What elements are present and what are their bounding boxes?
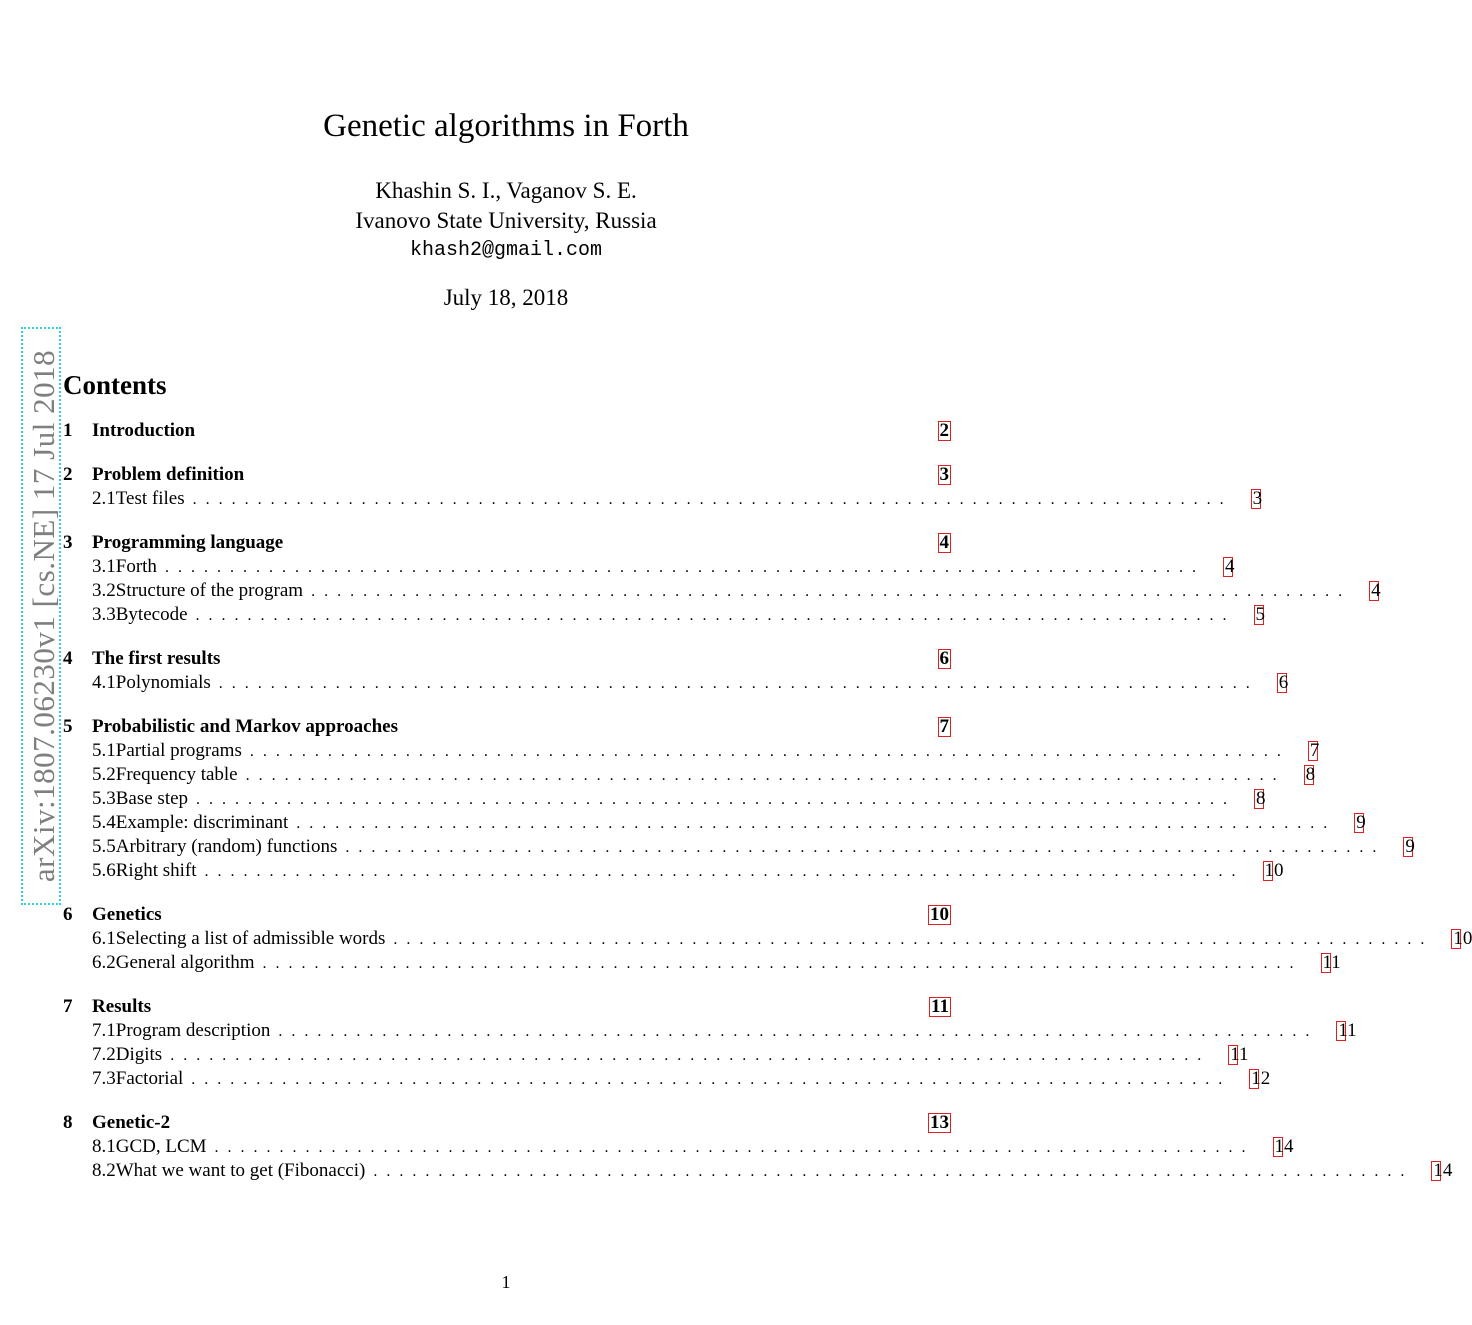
toc-entry-title[interactable]: Base step xyxy=(115,788,189,809)
toc-entry-title[interactable]: Problem definition xyxy=(92,464,245,485)
toc-section-entry[interactable] xyxy=(63,648,951,672)
toc-entry-title[interactable]: Genetic-2 xyxy=(92,1112,171,1133)
toc-entry-title[interactable]: Test files xyxy=(115,488,185,509)
toc-page-link[interactable]: 8 xyxy=(1256,788,1266,809)
toc-entry-number: 5.1 xyxy=(92,740,116,761)
toc-entry-number: 8.1 xyxy=(92,1136,116,1157)
toc-entry-number: 3.3 xyxy=(92,604,116,625)
arxiv-id-stamp[interactable]: arXiv:1807.06230v1 [cs.NE] 17 Jul 2018 xyxy=(26,349,61,883)
toc-entry-title[interactable]: Example: discriminant xyxy=(115,812,289,833)
paper-affiliation: Ivanovo State University, Russia xyxy=(355,208,657,233)
toc-entry-number: 3 xyxy=(63,532,73,553)
toc-entry-number: 6.2 xyxy=(92,952,116,973)
toc-entry-title[interactable]: Arbitrary (random) functions xyxy=(115,836,338,857)
toc-entry-title[interactable]: What we want to get (Fibonacci) xyxy=(115,1160,366,1181)
toc-entry-number: 5.4 xyxy=(92,812,116,833)
toc-section-entry[interactable] xyxy=(63,420,951,444)
toc-entry-title[interactable]: Forth xyxy=(115,556,157,577)
toc-section-entry[interactable] xyxy=(63,716,951,740)
toc-entry-number: 7.3 xyxy=(92,1068,116,1089)
toc-subsection-entry[interactable] xyxy=(63,1068,1271,1092)
toc-page-link[interactable]: 4 xyxy=(1224,556,1235,577)
toc-subsection-entry[interactable] xyxy=(63,764,1316,788)
toc-subsection-entry[interactable] xyxy=(63,740,1320,764)
toc-entry-title[interactable]: Right shift xyxy=(115,860,197,881)
toc-entry-number: 2 xyxy=(63,464,73,485)
toc-entry-title[interactable]: Probabilistic and Markov approaches xyxy=(92,716,398,737)
paper-date: July 18, 2018 xyxy=(443,285,569,310)
toc-entry-title[interactable]: Program description xyxy=(115,1020,271,1041)
toc-page-link[interactable]: 7 xyxy=(939,716,949,737)
toc-subsection-entry[interactable] xyxy=(63,1160,1453,1184)
toc-entry-title[interactable]: Introduction xyxy=(92,420,196,441)
contents-heading: Contents xyxy=(63,370,167,400)
toc-entry-title[interactable]: Factorial xyxy=(115,1068,184,1089)
toc-leader-dots: ................................................................................ xyxy=(218,675,1259,692)
toc-subsection-entry[interactable] xyxy=(63,1136,1294,1160)
toc-page-link[interactable]: 3 xyxy=(1252,488,1263,509)
toc-page-link[interactable]: 11 xyxy=(931,996,949,1017)
toc-entry-title[interactable]: Frequency table xyxy=(115,764,238,785)
toc-entry-title[interactable]: Programming language xyxy=(92,532,284,553)
toc-entry-title[interactable]: The first results xyxy=(92,648,221,669)
toc-page-link[interactable]: 10 xyxy=(1264,860,1284,881)
toc-leader-dots: ................................................................................ xyxy=(393,931,1434,948)
page-number: 1 xyxy=(501,1272,511,1292)
toc-page-link[interactable]: 2 xyxy=(939,420,949,441)
toc-entry-title[interactable]: GCD, LCM xyxy=(115,1136,207,1157)
toc-leader-dots: ................................................................................ xyxy=(192,491,1233,508)
toc-page-link[interactable]: 12 xyxy=(1251,1068,1271,1089)
toc-entry-title[interactable]: Partial programs xyxy=(115,740,242,761)
toc-entry-number: 2.1 xyxy=(92,488,116,509)
toc-leader-dots: ................................................................................ xyxy=(204,863,1245,880)
toc-page-link[interactable]: 11 xyxy=(1230,1044,1249,1065)
toc-page-link[interactable]: 3 xyxy=(939,464,949,485)
toc-entry-title[interactable]: Genetics xyxy=(92,904,162,925)
toc-entry-number: 3.2 xyxy=(92,580,116,601)
toc-page-link[interactable]: 9 xyxy=(1356,812,1366,833)
toc-subsection-entry[interactable] xyxy=(63,556,1235,580)
toc-entry-title[interactable]: Polynomials xyxy=(115,672,211,693)
paper-authors: Khashin S. I., Vaganov S. E. xyxy=(375,178,637,203)
toc-page-link[interactable]: 11 xyxy=(1322,952,1341,973)
toc-leader-dots: ................................................................................ xyxy=(214,1139,1255,1156)
toc-leader-dots: ................................................................................ xyxy=(164,559,1205,576)
toc-subsection-entry[interactable] xyxy=(63,812,1366,836)
toc-section-entry[interactable] xyxy=(63,996,951,1020)
toc-entry-number: 6 xyxy=(63,904,73,925)
toc-entry-number: 7.1 xyxy=(92,1020,116,1041)
toc-leader-dots: ................................................................................ xyxy=(345,839,1386,856)
toc-leader-dots: ................................................................................ xyxy=(373,1163,1414,1180)
toc-entry-number: 7.2 xyxy=(92,1044,116,1065)
toc-leader-dots: ................................................................................ xyxy=(249,743,1290,760)
toc-entry-title[interactable]: Bytecode xyxy=(115,604,188,625)
toc-entry-number: 4 xyxy=(63,648,73,669)
toc-entry-title[interactable]: Structure of the program xyxy=(115,580,304,601)
toc-subsection-entry[interactable] xyxy=(63,1020,1357,1044)
author-email-link[interactable]: khash2@gmail.com xyxy=(409,239,603,262)
toc-leader-dots: ................................................................................ xyxy=(191,1071,1232,1088)
toc-entry-title[interactable]: Selecting a list of admissible words xyxy=(115,928,386,949)
toc-page-link[interactable]: 11 xyxy=(1338,1020,1357,1041)
toc-entry-title[interactable]: Results xyxy=(92,996,152,1017)
toc-page-link[interactable]: 13 xyxy=(930,1112,949,1133)
toc-entry-number: 6.1 xyxy=(92,928,116,949)
paper-title: Genetic algorithms in Forth xyxy=(323,108,689,144)
toc-leader-dots: ................................................................................ xyxy=(196,791,1237,808)
toc-subsection-entry[interactable] xyxy=(63,928,1472,952)
toc-page-link[interactable]: 10 xyxy=(930,904,949,925)
toc-subsection-entry[interactable] xyxy=(63,952,1341,976)
toc-subsection-entry[interactable] xyxy=(63,672,1289,696)
toc-subsection-entry[interactable] xyxy=(63,604,1266,628)
toc-leader-dots: ................................................................................ xyxy=(195,607,1236,624)
toc-leader-dots: ................................................................................ xyxy=(296,815,1337,832)
toc-leader-dots: ................................................................................ xyxy=(311,583,1352,600)
toc-leader-dots: ................................................................................ xyxy=(278,1023,1319,1040)
toc-page-link[interactable]: 6 xyxy=(1278,672,1289,693)
toc-page-link[interactable]: 5 xyxy=(1255,604,1266,625)
toc-section-entry[interactable] xyxy=(63,532,951,556)
toc-page-link[interactable]: 7 xyxy=(1309,740,1320,761)
toc-page-link[interactable]: 8 xyxy=(1305,764,1316,785)
toc-subsection-entry[interactable] xyxy=(63,836,1415,860)
toc-entry-number: 5.2 xyxy=(92,764,116,785)
toc-page-link[interactable]: 6 xyxy=(939,648,949,669)
toc-entry-number: 8.2 xyxy=(92,1160,116,1181)
toc-entry-title[interactable]: Digits xyxy=(115,1044,163,1065)
toc-page-link[interactable]: 14 xyxy=(1274,1136,1294,1157)
toc-entry-number: 8 xyxy=(63,1112,73,1133)
toc-entry-number: 5.5 xyxy=(92,836,116,857)
toc-page-link[interactable]: 14 xyxy=(1433,1160,1453,1181)
toc-entry-number: 7 xyxy=(63,996,73,1017)
toc-entry-number: 5.6 xyxy=(92,860,116,881)
toc-subsection-entry[interactable] xyxy=(63,580,1381,604)
toc-subsection-entry[interactable] xyxy=(63,488,1263,512)
toc-entry-number: 1 xyxy=(63,420,73,441)
toc-section-entry[interactable] xyxy=(63,904,951,928)
toc-subsection-entry[interactable] xyxy=(63,788,1266,812)
toc-subsection-entry[interactable] xyxy=(63,1044,1249,1068)
toc-section-entry[interactable] xyxy=(63,464,951,488)
toc-leader-dots: ................................................................................ xyxy=(170,1047,1211,1064)
toc-page-link[interactable]: 4 xyxy=(939,532,949,553)
toc-entry-number: 4.1 xyxy=(92,672,116,693)
toc-section-entry[interactable] xyxy=(63,1112,951,1136)
toc-entry-number: 5.3 xyxy=(92,788,116,809)
toc-entry-number: 5 xyxy=(63,716,73,737)
toc-entry-title[interactable]: General algorithm xyxy=(115,952,255,973)
toc-page-link[interactable]: 9 xyxy=(1405,836,1415,857)
toc-entry-number: 3.1 xyxy=(92,556,116,577)
toc-page-link[interactable]: 10 xyxy=(1453,928,1472,949)
toc-subsection-entry[interactable] xyxy=(63,860,1284,884)
toc-leader-dots: ................................................................................ xyxy=(262,955,1303,972)
toc-leader-dots: ................................................................................ xyxy=(245,767,1286,784)
toc-page-link[interactable]: 4 xyxy=(1371,580,1381,601)
